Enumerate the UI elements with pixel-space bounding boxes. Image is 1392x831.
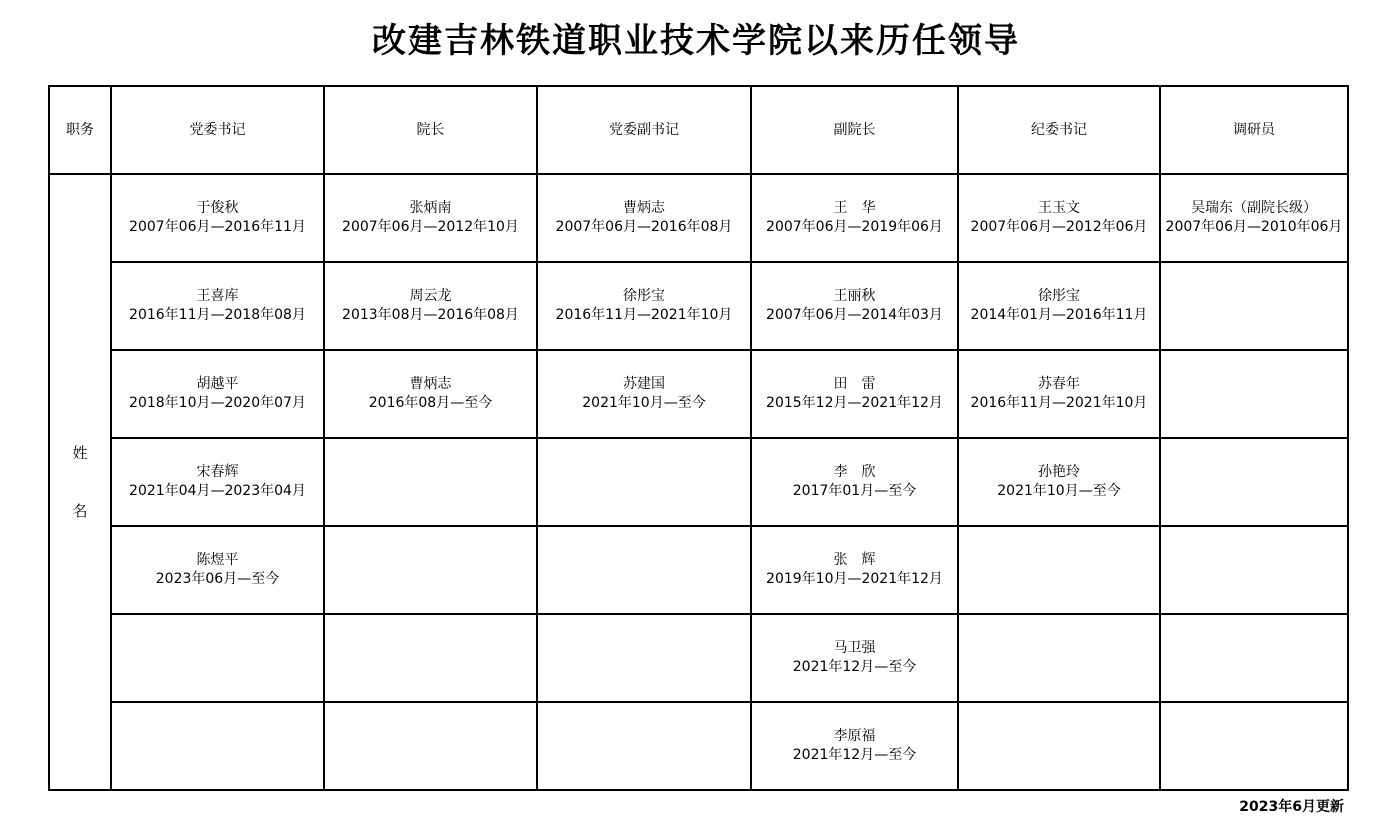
table-cell	[958, 526, 1160, 614]
table-cell	[111, 350, 324, 438]
table-body	[49, 86, 1348, 790]
table-row	[49, 438, 1348, 526]
table-cell	[537, 262, 751, 350]
table-cell	[537, 350, 751, 438]
table-cell	[751, 262, 958, 350]
leader-term: 2007年06月—2012年10月	[342, 219, 519, 235]
leader-name: 张炳南	[409, 200, 452, 216]
leader-name: 孙艳玲	[1038, 464, 1080, 480]
leader-term: 2021年04月—2023年04月	[129, 483, 306, 499]
leader-term: 2023年06月—至今	[155, 571, 280, 587]
table-cell	[1160, 702, 1348, 790]
table-cell	[324, 174, 537, 262]
leader-term: 2016年11月—2021年10月	[555, 307, 733, 323]
page-title: 改建吉林铁道职业技术学院以来历任领导	[372, 21, 1020, 61]
leader-term: 2016年08月—至今	[368, 395, 493, 411]
column-header: 副院长	[751, 86, 958, 174]
leader-name: 苏春年	[1038, 376, 1080, 392]
table-cell	[751, 438, 958, 526]
table-cell	[537, 438, 751, 526]
table-cell	[324, 526, 537, 614]
table-cell	[958, 438, 1160, 526]
table-cell	[537, 702, 751, 790]
table-cell	[111, 438, 324, 526]
table-cell	[958, 174, 1160, 262]
leader-name: 周云龙	[409, 288, 452, 304]
table-cell	[111, 526, 324, 614]
leader-term: 2018年10月—2020年07月	[129, 395, 306, 411]
table-cell	[1160, 350, 1348, 438]
table-cell	[1160, 614, 1348, 702]
leader-term: 2016年11月—2018年08月	[129, 307, 306, 323]
table-row	[49, 702, 1348, 790]
table-cell	[111, 614, 324, 702]
table-cell	[537, 174, 751, 262]
leader-name: 徐彤宝	[623, 288, 665, 304]
table-cell	[958, 350, 1160, 438]
table-row	[49, 526, 1348, 614]
leader-term: 2007年06月—2014年03月	[766, 307, 943, 323]
table-row	[49, 262, 1348, 350]
table-cell	[111, 262, 324, 350]
table-row	[49, 174, 1348, 262]
leader-name: 吴瑞东（副院长级）	[1191, 200, 1317, 216]
leader-term: 2015年12月—2021年12月	[766, 395, 943, 411]
table-cell	[324, 702, 537, 790]
leader-term: 2013年08月—2016年08月	[342, 307, 519, 323]
leader-name: 徐彤宝	[1038, 288, 1080, 304]
leader-term: 2007年06月—2010年06月	[1165, 219, 1343, 235]
leader-name: 李原福	[833, 728, 876, 744]
leader-name: 胡越平	[196, 376, 239, 392]
column-header: 党委副书记	[537, 86, 751, 174]
leader-name: 马卫强	[833, 640, 876, 656]
table-cell	[1160, 526, 1348, 614]
table-cell	[958, 702, 1160, 790]
leader-term: 2021年12月—至今	[792, 659, 917, 675]
table-cell	[1160, 438, 1348, 526]
leaders-table	[48, 85, 1349, 791]
leader-name: 张 辉	[833, 552, 876, 568]
table-cell	[751, 614, 958, 702]
leader-term: 2007年06月—2019年06月	[766, 219, 943, 235]
column-header-position: 职务	[49, 86, 111, 174]
leader-term: 2021年10月—至今	[582, 395, 706, 411]
table-cell	[324, 262, 537, 350]
column-header: 纪委书记	[958, 86, 1160, 174]
leader-term: 2007年06月—2016年11月	[129, 219, 306, 235]
table-cell	[751, 702, 958, 790]
leader-term: 2014年01月—2016年11月	[970, 307, 1148, 323]
leader-name: 王玉文	[1038, 200, 1080, 216]
leader-term: 2016年11月—2021年10月	[970, 395, 1148, 411]
column-header: 院长	[324, 86, 537, 174]
table-cell	[751, 350, 958, 438]
leader-name: 王喜库	[196, 288, 239, 304]
leader-term: 2019年10月—2021年12月	[766, 571, 943, 587]
update-note: 2023年6月更新	[1239, 799, 1344, 815]
leader-term: 2007年06月—2012年06月	[970, 219, 1148, 235]
table-row	[49, 350, 1348, 438]
leader-term: 2007年06月—2016年08月	[555, 219, 733, 235]
header-row	[49, 86, 1348, 174]
table-cell	[1160, 174, 1348, 262]
leader-name: 于俊秋	[196, 200, 239, 216]
leader-name: 王 华	[833, 200, 876, 216]
table-cell	[958, 262, 1160, 350]
row-group-label: 姓名	[72, 444, 88, 520]
table-cell	[324, 350, 537, 438]
table-cell	[537, 526, 751, 614]
table-cell	[958, 614, 1160, 702]
leader-term: 2021年10月—至今	[997, 483, 1121, 499]
table-cell	[324, 614, 537, 702]
leader-name: 曹炳志	[623, 200, 665, 216]
column-header: 党委书记	[111, 86, 324, 174]
row-group-label-cell	[49, 174, 111, 790]
leader-name: 宋春辉	[196, 464, 239, 480]
leader-name: 王丽秋	[833, 288, 876, 304]
leader-name: 曹炳志	[409, 376, 452, 392]
table-cell	[111, 174, 324, 262]
table-cell	[751, 174, 958, 262]
table-cell	[111, 702, 324, 790]
leader-name: 田 雷	[833, 376, 876, 392]
leader-name: 李 欣	[833, 464, 876, 480]
table-cell	[324, 438, 537, 526]
table-cell	[751, 526, 958, 614]
table-cell	[1160, 262, 1348, 350]
leader-name: 苏建国	[623, 376, 665, 392]
leader-name: 陈煜平	[196, 552, 239, 568]
column-header: 调研员	[1160, 86, 1348, 174]
leader-term: 2021年12月—至今	[792, 747, 917, 763]
table-row	[49, 614, 1348, 702]
leader-term: 2017年01月—至今	[792, 483, 917, 499]
table-cell	[537, 614, 751, 702]
